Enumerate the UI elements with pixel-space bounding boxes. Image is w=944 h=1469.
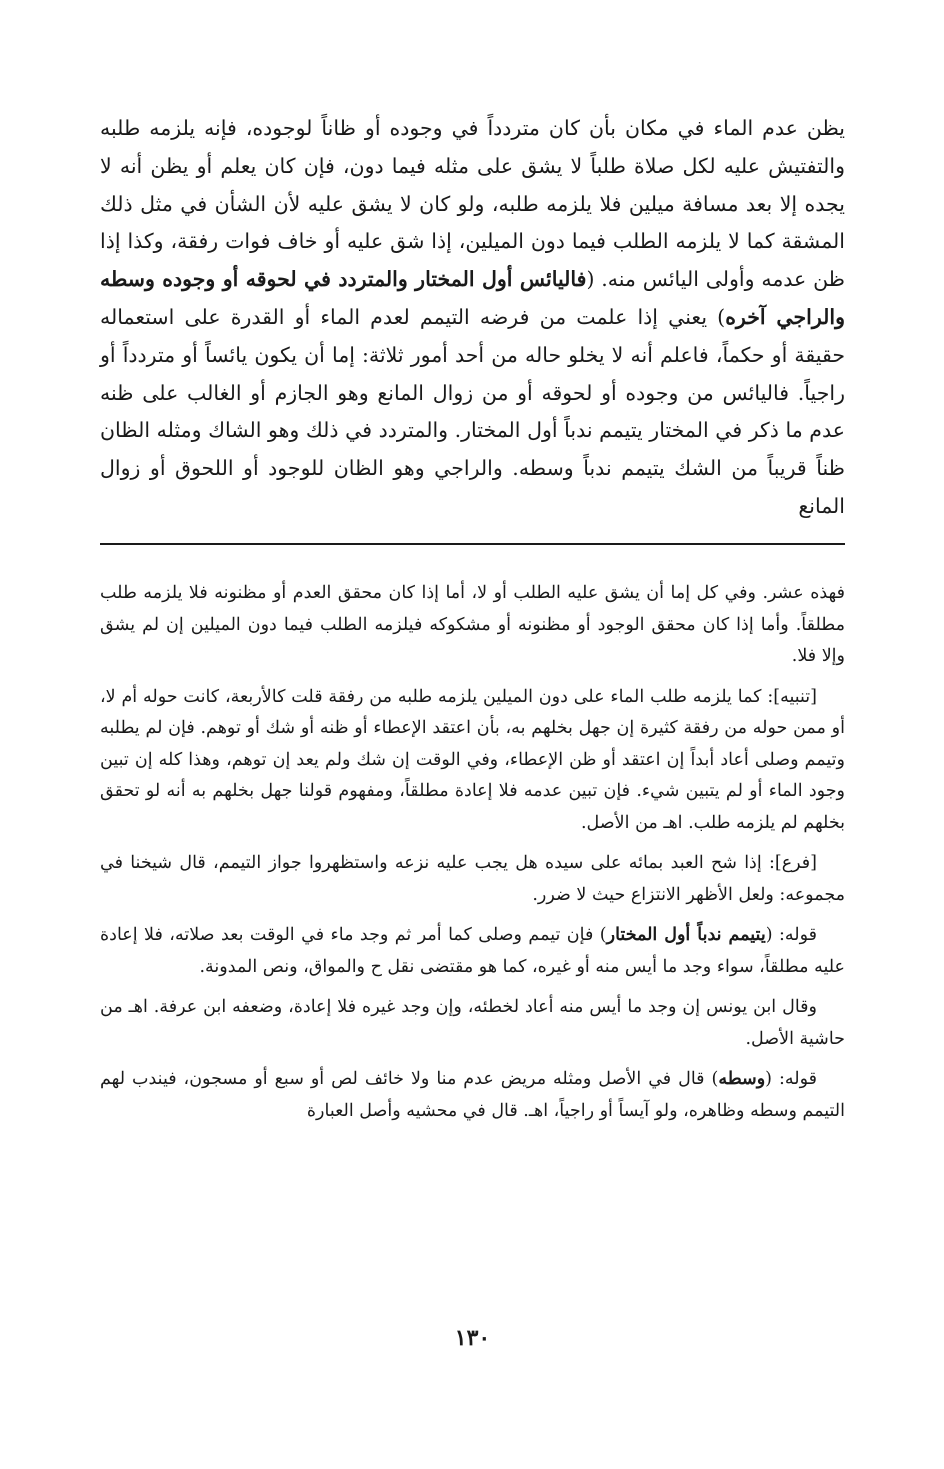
main-text-part1: يظن عدم الماء في مكان بأن كان متردداً في وجوده أو ظاناً لوجوده، فإنه يلزمه طلبه والتفتيش عليه لكل صلاة طلباً لا يشق على مثله فيما دون، فإن كان يعلم أو يظن أنه لا يجده إلا بعد مسافة ميلين فلا يلزمه طلبه، ولو كان لا يشق عليه لأن الشأن في مثل ذلك المشقة كما لا يلزمه الطلب فيما دون الميلين، إذا شق عليه أو خاف فوات رفقة، وكذا إذا ظن عدمه وأولى اليائس منه. (	[100, 116, 846, 292]
book-page	[100, 110, 845, 1440]
footnote-paragraph: [فرع]: إذا شح العبد بمائه على سيده هل يجب عليه نزعه واستظهروا جواز التيمم، قال شيخنا في مجموعه: ولعل الأظهر الانتزاع حيث لا ضرر.	[100, 853, 845, 905]
footnote-divider	[100, 543, 845, 545]
footnote-paragraph	[100, 920, 845, 983]
footnote-paragraph	[100, 1064, 845, 1127]
footnotes-section	[100, 578, 845, 1136]
footnote-paragraph: فهذه عشر. وفي كل إما أن يشق عليه الطلب أو لا، أما إذا كان محقق العدم أو مظنونه فلا يلزمه طلب مطلقاً. وأما إذا كان محقق الوجود أو مظنونه أو مشكوكه فيلزمه الطلب فيما دون الميلين إن لم يشق وإلا فلا.	[100, 583, 845, 666]
footnote-lead: قوله: (	[765, 925, 817, 945]
footnote-body: ) قال في الأصل ومثله مريض عدم منا ولا خائف لص أو سبع أو مسجون، فيندب لهم التيمم وسطه وظاهره، ولو آيساً أو راجياً، اهـ. قال في محشيه وأصل العبارة	[100, 1069, 845, 1121]
main-text-part2: ) يعني إذا علمت من فرضه التيمم لعدم الماء أو القدرة على استعماله حقيقة أو حكماً، فاعلم أنه لا يخلو حاله من أحد أمور ثلاثة: إما أن يكون يائساً أو متردداً أو راجياً. فاليائس من وجوده أو لحوقه أو من زوال المانع وهو الجازم أو الغالب على ظنه عدم ما ذكر في المختار يتيمم ندباً أول المختار. والمتردد في ذلك وهو الشاك ومثله الظان ظناً قريباً من الشك يتيمم ندباً وسطه. والراجي وهو الظان للوجود أو اللحوق أو زوال المانع	[100, 304, 845, 518]
footnote-lead: قوله: (	[765, 1069, 817, 1089]
footnote-quote: وسطه	[718, 1069, 766, 1089]
footnote-paragraph: [تنبيه]: كما يلزمه طلب الماء على دون الميلين يلزمه طلبه من رفقة قلت كالأربعة، كانت حوله أم لا، أو ممن حوله من رفقة كثيرة إن جهل بخلهم به، بأن اعتقد الإعطاء أو ظنه أو شك أو توهم. فإن لم يطلبه وتيمم وصلى أعاد أبداً إن اعتقد أو ظن الإعطاء، وفي الوقت إن شك ولم يعد إن توهم، وهذا كله إن تبين وجود الماء أو لم يتبين شيء. فإن تبين عدمه فلا إعادة مطلقاً، ومفهوم قولنا جهل بخلهم به أنه لو تحقق بخلهم لم يلزمه طلب. اهـ من الأصل.	[100, 686, 845, 833]
footnote-paragraph: وقال ابن يونس إن وجد ما أيس منه أعاد لخطئه، وإن وجد غيره فلا إعادة، وضعفه ابن عرفة. اهـ من حاشية الأصل.	[100, 997, 845, 1049]
main-text-block	[100, 110, 845, 526]
footnote-quote: يتيمم ندباً أول المختار	[606, 925, 766, 945]
main-text-matn-quote: فاليائس أول المختار والمتردد في لحوقه أو وجوده وسطه والراجي آخره	[100, 267, 845, 329]
page-number: ١٣٠	[454, 1325, 491, 1351]
footnote-body: ) فإن تيمم وصلى كما أمر ثم وجد ماء في الوقت بعد صلاته، فلا إعادة عليه مطلقاً، سواء وجد ما أيس منه أو غيره، كما هو مقتضى نقل ح والمواق، ونص المدونة.	[100, 925, 845, 977]
